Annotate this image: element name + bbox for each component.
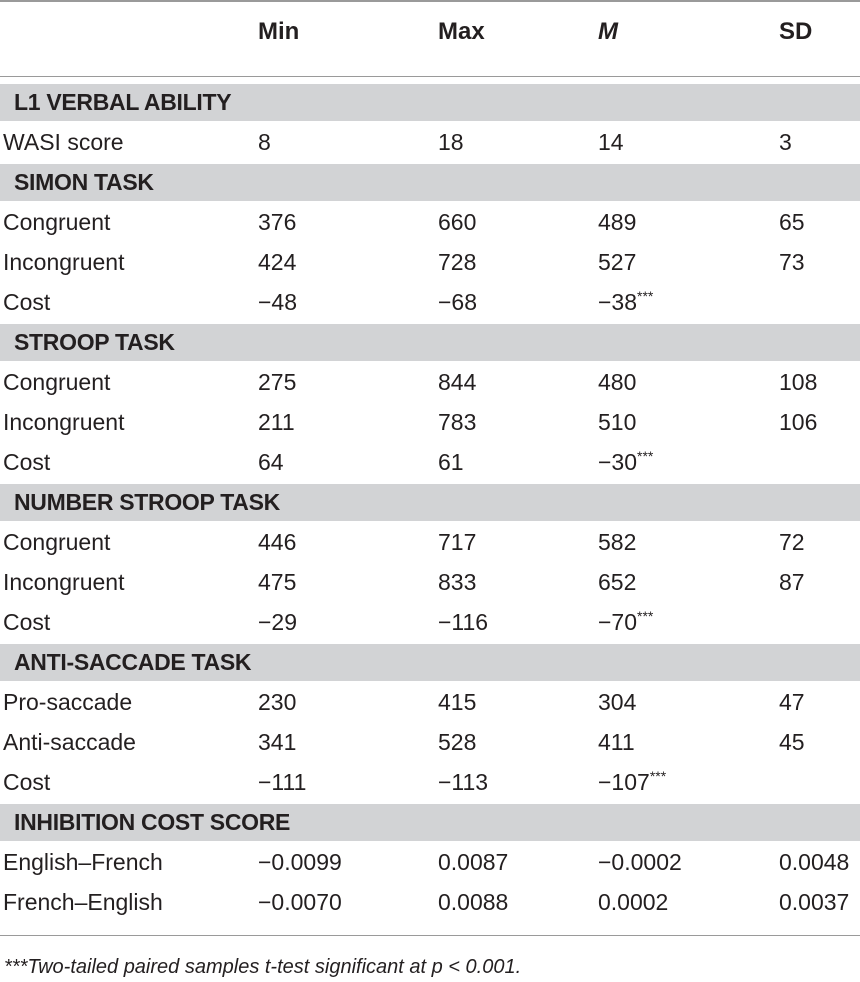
cell-mean-value: 480 — [598, 369, 637, 395]
cell-mean — [598, 284, 779, 321]
cell-sd: 72 — [779, 529, 805, 555]
cell-max: 528 — [438, 729, 477, 755]
cell-mean — [598, 364, 779, 401]
table-body — [0, 84, 860, 921]
cell-mean — [598, 684, 779, 721]
cell-max: −68 — [438, 289, 478, 315]
table-row — [0, 844, 860, 881]
cell-min: 376 — [258, 209, 297, 235]
cell-mean — [598, 404, 779, 441]
section-header-cell — [0, 484, 860, 521]
table-row — [0, 524, 860, 561]
cell-max: 0.0088 — [438, 889, 509, 915]
cell-mean — [598, 844, 779, 881]
cell-mean-value: 0.0002 — [598, 889, 669, 915]
cell-sd: 73 — [779, 249, 805, 275]
row-label: Incongruent — [3, 409, 125, 435]
table-row — [0, 244, 860, 281]
table-footnote — [4, 955, 521, 979]
significance-marker: *** — [649, 768, 667, 784]
row-label: Congruent — [3, 209, 111, 235]
cell-mean-value: −70 — [598, 609, 638, 635]
cell-mean — [598, 444, 779, 481]
cell-min: 64 — [258, 449, 284, 475]
cell-min: 424 — [258, 249, 297, 275]
table-row — [0, 204, 860, 241]
cell-min: 211 — [258, 409, 295, 435]
cell-mean-value: −38 — [598, 289, 638, 315]
cell-max: 660 — [438, 209, 477, 235]
cell-min: −111 — [258, 769, 307, 795]
cell-sd — [779, 764, 860, 801]
cell-mean-value: 527 — [598, 249, 637, 275]
cell-mean — [598, 604, 779, 641]
cell-sd — [779, 284, 860, 321]
column-header-min: Min — [258, 18, 300, 45]
cell-max: 61 — [438, 449, 464, 475]
cell-sd: 3 — [779, 129, 792, 155]
row-label: Congruent — [3, 369, 111, 395]
cell-sd: 0.0048 — [779, 849, 850, 875]
cell-min: −0.0070 — [258, 889, 342, 915]
cell-mean — [598, 884, 779, 921]
table-row — [0, 564, 860, 601]
section-title: NUMBER STROOP TASK — [14, 489, 280, 515]
cell-max: 844 — [438, 369, 477, 395]
section-header-cell — [0, 324, 860, 361]
cell-max: 717 — [438, 529, 477, 555]
footnote-text: Two-tailed paired samples t-test significant at p < 0.001. — [27, 956, 522, 978]
cell-sd — [779, 604, 860, 641]
cell-min: 230 — [258, 689, 297, 715]
section-header-cell — [0, 84, 860, 121]
cell-max: −113 — [438, 769, 489, 795]
section-header-row — [0, 644, 860, 681]
cell-mean — [598, 764, 779, 801]
cell-mean-value: −0.0002 — [598, 849, 682, 875]
significance-marker: *** — [637, 448, 654, 464]
cell-min: 275 — [258, 369, 297, 395]
row-label: Congruent — [3, 529, 111, 555]
section-title: SIMON TASK — [14, 169, 154, 195]
row-label: Cost — [3, 449, 51, 475]
cell-min: 475 — [258, 569, 297, 595]
row-label: French–English — [3, 889, 163, 915]
row-label: Incongruent — [3, 249, 125, 275]
table-bottom-rule — [0, 935, 860, 936]
section-header-row — [0, 84, 860, 121]
table-row — [0, 284, 860, 321]
table-row — [0, 724, 860, 761]
cell-mean-value: 582 — [598, 529, 637, 555]
table-header — [0, 0, 860, 76]
row-label: English–French — [3, 849, 163, 875]
cell-mean — [598, 244, 779, 281]
cell-max: 18 — [438, 129, 464, 155]
row-label: Anti-saccade — [3, 729, 136, 755]
cell-max: 783 — [438, 409, 477, 435]
cell-sd: 0.0037 — [779, 889, 850, 915]
cell-max: 415 — [438, 689, 477, 715]
table-row — [0, 124, 860, 161]
cell-max: −116 — [438, 609, 489, 635]
data-table — [0, 81, 860, 924]
cell-mean-value: 652 — [598, 569, 637, 595]
cell-sd: 45 — [779, 729, 805, 755]
cell-mean-value: −107 — [598, 769, 650, 795]
cell-min: 446 — [258, 529, 297, 555]
cell-sd: 47 — [779, 689, 805, 715]
section-header-cell — [0, 804, 860, 841]
row-label: Pro-saccade — [3, 689, 133, 715]
cell-min: 341 — [258, 729, 297, 755]
table-row — [0, 884, 860, 921]
section-header-row — [0, 324, 860, 361]
cell-mean — [598, 204, 779, 241]
row-label: Incongruent — [3, 569, 125, 595]
cell-sd: 106 — [779, 409, 818, 435]
significance-marker: *** — [637, 608, 654, 624]
section-header-row — [0, 164, 860, 201]
cell-mean — [598, 724, 779, 761]
section-title: STROOP TASK — [14, 329, 175, 355]
cell-sd — [779, 444, 860, 481]
cell-mean-value: 411 — [598, 729, 635, 755]
row-label: WASI score — [3, 129, 124, 155]
section-header-row — [0, 484, 860, 521]
cell-min: −48 — [258, 289, 298, 315]
cell-min: −29 — [258, 609, 298, 635]
cell-max: 833 — [438, 569, 477, 595]
cell-sd: 65 — [779, 209, 805, 235]
cell-mean — [598, 124, 779, 161]
cell-mean-value: 489 — [598, 209, 637, 235]
cell-min: 8 — [258, 129, 271, 155]
cell-max: 0.0087 — [438, 849, 509, 875]
column-header-mean: M — [598, 18, 618, 45]
table-row — [0, 764, 860, 801]
significance-marker: *** — [637, 288, 654, 304]
cell-mean-value: 510 — [598, 409, 637, 435]
row-label: Cost — [3, 769, 51, 795]
cell-max: 728 — [438, 249, 477, 275]
cell-mean-value: 304 — [598, 689, 637, 715]
row-label: Cost — [3, 609, 51, 635]
section-header-cell — [0, 644, 860, 681]
section-title: ANTI-SACCADE TASK — [14, 649, 252, 675]
footnote-stars: *** — [4, 956, 28, 978]
cell-mean-value: −30 — [598, 449, 638, 475]
cell-sd: 108 — [779, 369, 818, 395]
section-title: INHIBITION COST SCORE — [14, 809, 291, 835]
cell-mean-value: 14 — [598, 129, 624, 155]
header-rule — [0, 76, 860, 77]
section-header-cell — [0, 164, 860, 201]
table-row — [0, 444, 860, 481]
table-row — [0, 684, 860, 721]
table-row — [0, 604, 860, 641]
cell-mean — [598, 524, 779, 561]
table-row — [0, 364, 860, 401]
column-header-sd: SD — [779, 18, 813, 45]
section-title: L1 VERBAL ABILITY — [14, 89, 232, 115]
cell-min: −0.0099 — [258, 849, 342, 875]
row-label: Cost — [3, 289, 51, 315]
table-row — [0, 404, 860, 441]
cell-sd: 87 — [779, 569, 805, 595]
cell-mean — [598, 564, 779, 601]
section-header-row — [0, 804, 860, 841]
column-header-max: Max — [438, 18, 485, 45]
